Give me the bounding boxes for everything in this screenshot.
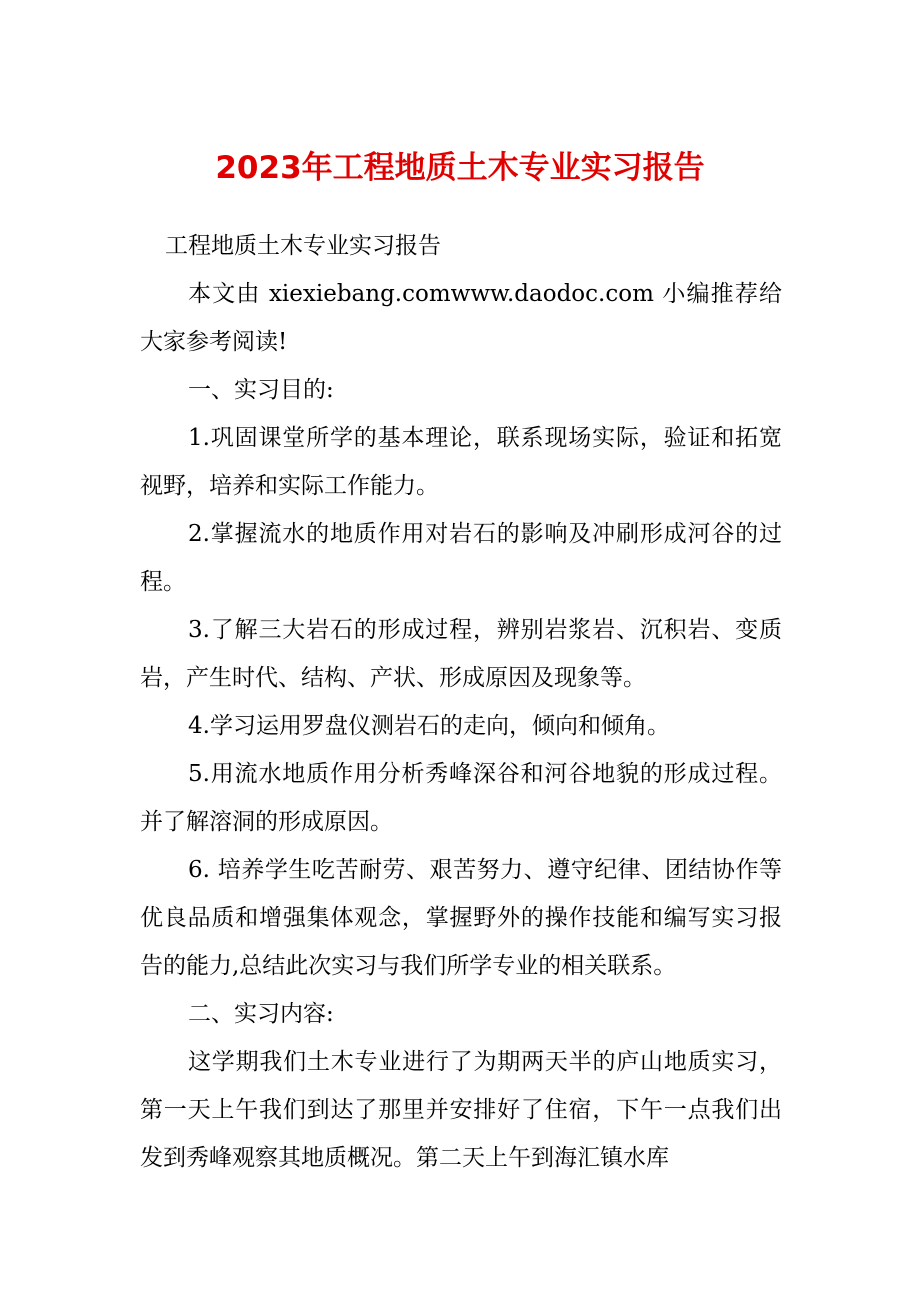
paragraph-subtitle: 工程地质土木专业实习报告 (165, 233, 441, 259)
document-body (140, 222, 782, 1182)
section-heading-content: 二、实习内容: (188, 1001, 334, 1027)
paragraph-purpose-2: 2.掌握流水的地质作用对岩石的影响及冲刷形成河谷的过程。 (140, 521, 782, 595)
paragraph-purpose-3: 3.了解三大岩石的形成过程，辨别岩浆岩、沉积岩、变质岩，产生时代、结构、产状、形成原因及现象等。 (140, 617, 782, 691)
paragraph-purpose-5: 5.用流水地质作用分析秀峰深谷和河谷地貌的形成过程。并了解溶洞的形成原因。 (140, 761, 782, 835)
paragraph-purpose-6: 6. 培养学生吃苦耐劳、艰苦努力、遵守纪律、团结协作等优良品质和增强集体观念，掌握野外的操作技能和编写实习报告的能力,总结此次实习与我们所学专业的相关联系。 (140, 857, 782, 979)
section-heading-purpose: 一、实习目的: (188, 377, 334, 403)
paragraph-purpose-1: 1.巩固课堂所学的基本理论，联系现场实际，验证和拓宽视野，培养和实际工作能力。 (140, 425, 782, 499)
document-title: 2023年工程地质土木专业实习报告 (215, 150, 705, 186)
paragraph-intro: 本文由 xiexiebang.comwww.daodoc.com 小编推荐给大家参考阅读! (140, 281, 782, 355)
paragraph-purpose-4: 4.学习运用罗盘仪测岩石的走向，倾向和倾角。 (188, 713, 670, 739)
paragraph-content-1: 这学期我们土木专业进行了为期两天半的庐山地质实习，第一天上午我们到达了那里并安排好了住宿，下午一点我们出发到秀峰观察其地质概况。第二天上午到海汇镇水库 (140, 1049, 782, 1171)
